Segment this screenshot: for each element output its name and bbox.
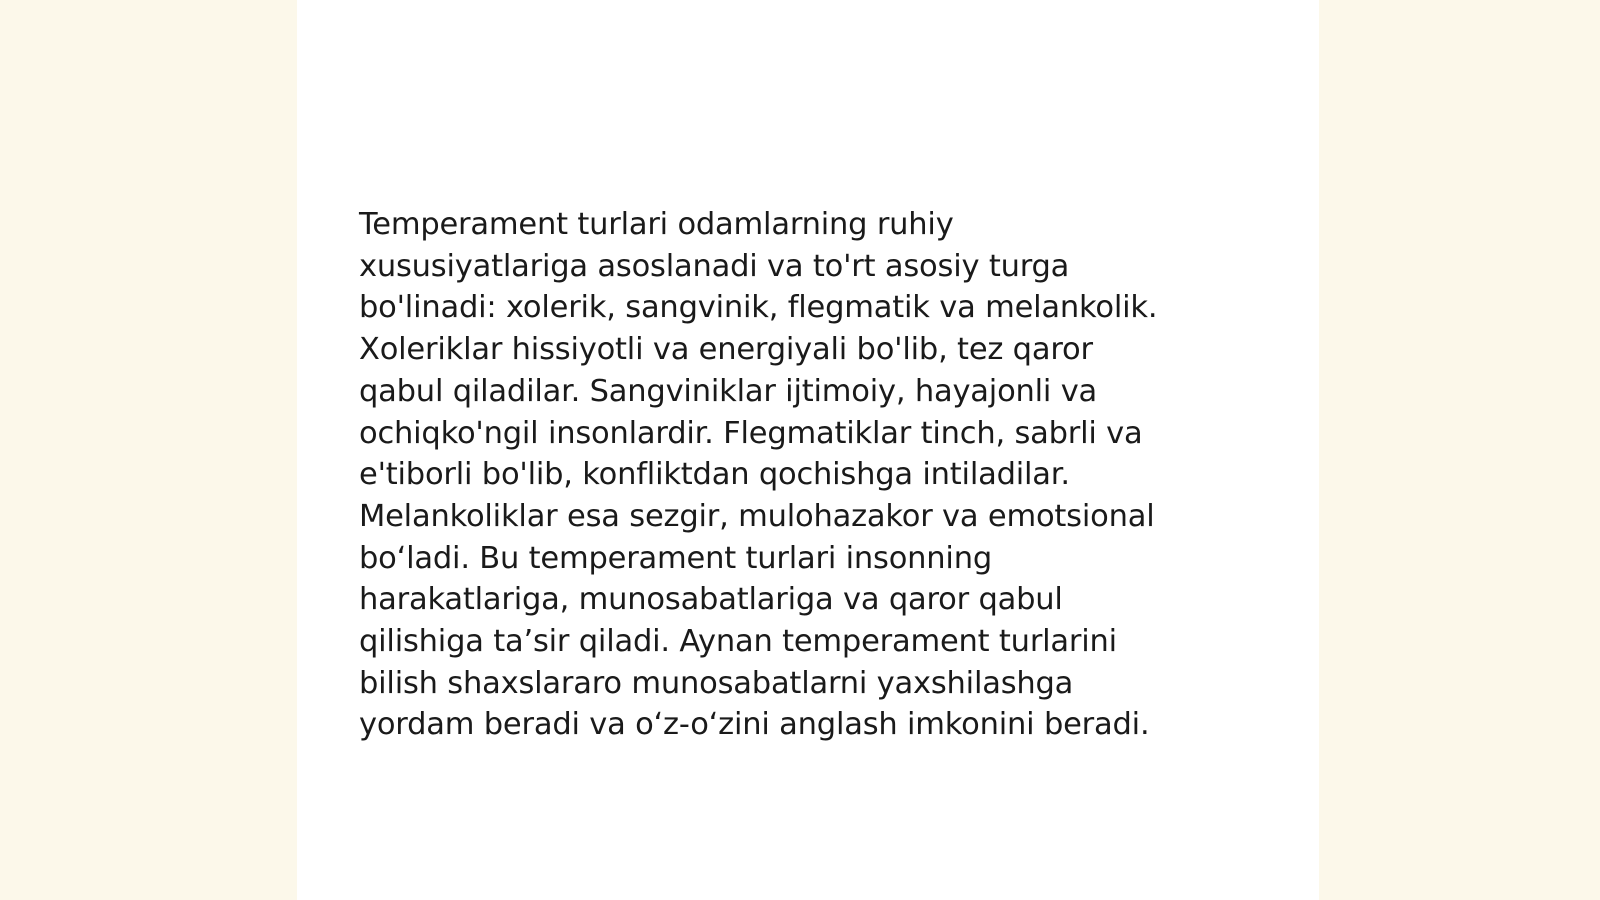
- paragraph-line: qabul qiladilar. Sangviniklar ijtimoiy, hayajonli va: [359, 373, 1098, 409]
- paragraph-line: qilishiga ta’sir qiladi. Aynan temperament turlarini: [359, 624, 1117, 660]
- left-margin-panel: [0, 0, 297, 900]
- document-page: [297, 0, 1319, 900]
- paragraph-line: bo‘ladi. Bu temperament turlari insonning: [359, 540, 992, 576]
- paragraph-line: yordam beradi va o‘z-o‘zini anglash imkonini beradi.: [359, 707, 1150, 743]
- paragraph-line: ochiqko'ngil insonlardir. Flegmatiklar tinch, sabrli va: [359, 415, 1143, 451]
- paragraph-line: bilish shaxslararo munosabatlarni yaxshilashga: [359, 665, 1074, 701]
- paragraph-line: Temperament turlari odamlarning ruhiy: [359, 207, 954, 242]
- paragraph-line: xususiyatlariga asoslanadi va to'rt asosiy turga: [359, 248, 1070, 284]
- paragraph-line: e'tiborli bo'lib, konfliktdan qochishga intiladilar.: [359, 457, 1070, 493]
- paragraph-line: Melankoliklar esa sezgir, mulohazakor va emotsional: [359, 498, 1155, 534]
- paragraph-line: harakatlariga, munosabatlariga va qaror qabul: [359, 582, 1063, 618]
- right-margin-panel: [1319, 0, 1600, 900]
- paragraph-line: bo'linadi: xolerik, sangvinik, flegmatik va melankolik.: [359, 290, 1158, 326]
- paragraph-line: Xoleriklar hissiyotli va energiyali bo'lib, tez qaror: [359, 332, 1093, 368]
- body-paragraph: [359, 204, 1239, 746]
